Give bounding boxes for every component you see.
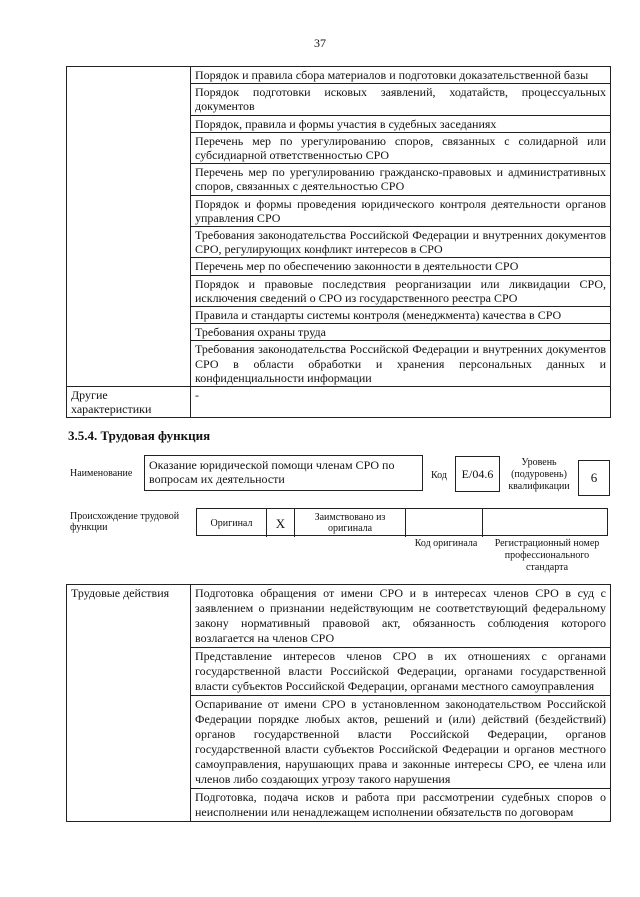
table-row — [67, 387, 611, 418]
labor-actions-label: Трудовые действия — [67, 585, 191, 822]
table-cell: Порядок и правовые последствия реорганизации или ликвидации СРО, исключения сведений о СРО из государственного реестра СРО — [191, 275, 611, 306]
table-cell: Порядок и правила сбора материалов и подготовки доказательственной базы — [191, 67, 611, 84]
table-cell: Требования законодательства Российской Федерации и внутренних документов СРО в области обработки и хранения персональных данных и конфиденциальности информации — [191, 341, 611, 387]
table-cell: Перечень мер по урегулированию гражданско-правовых и административных споров, связанных с деятельностью СРО — [191, 164, 611, 195]
origin-box — [196, 508, 608, 536]
table-cell: Представление интересов членов СРО в их отношениях с органами государственной власти Российской Федерации, органами государственной власти субъектов Российской Федерации, органами местного самоуправления — [191, 648, 611, 696]
table-cell: Оспаривание от имени СРО в установленном законодательством Российской Федерации порядке любых актов, решений и (или) действий (бездействий) органов государственной власти Российской Федерации, органов государственной власти субъектов Российской Федерации и органов местного самоуправления, нарушающих права и законные интересы СРО, ее члена или членов либо создающих угрозу такого нарушения — [191, 696, 611, 789]
table-cell: Перечень мер по обеспечению законности в деятельности СРО — [191, 258, 611, 275]
name-label: Наименование — [70, 468, 133, 479]
table-row — [67, 585, 611, 648]
other-characteristics-label: Другие характеристики — [67, 387, 191, 418]
labor-actions-table — [66, 584, 611, 822]
reg-number-label: Регистрационный номер профессионального стандарта — [494, 538, 600, 573]
borrowed-label: Заимствовано из оригинала — [295, 509, 406, 537]
table-cell: Требования охраны труда — [191, 324, 611, 341]
original-mark: X — [267, 509, 295, 537]
code-label: Код — [431, 470, 447, 481]
page-number: 37 — [314, 36, 326, 50]
code-value-box: E/04.6 — [455, 456, 500, 492]
table-row — [67, 67, 611, 84]
original-label: Оригинал — [197, 509, 267, 537]
table-cell: Порядок подготовки исковых заявлений, ходатайств, процессуальных документов — [191, 84, 611, 115]
section-title: 3.5.4. Трудовая функция — [68, 428, 211, 443]
table-cell: Перечень мер по урегулированию споров, связанных с солидарной или субсидиарной ответственностью СРО — [191, 132, 611, 163]
table-cell: Порядок, правила и формы участия в судебных заседаниях — [191, 115, 611, 132]
origin-label: Происхождение трудовой функции — [70, 511, 180, 533]
table-cell: Порядок и формы проведения юридического контроля деятельности органов управления СРО — [191, 195, 611, 226]
orig-code-cell — [406, 509, 483, 537]
level-value-box: 6 — [578, 460, 610, 496]
table-cell: Подготовка обращения от имени СРО и в интересах членов СРО в суд с заявлением о признании недействующим не соответствующий федеральному закону нормативный правовой акт, обязанность соблюдения которого возлагается на членов СРО — [191, 585, 611, 648]
table-cell: Требования законодательства Российской Федерации и внутренних документов СРО, регулирующих конфликт интересов в СРО — [191, 227, 611, 258]
orig-code-label: Код оригинала — [414, 538, 478, 549]
function-name-box: Оказание юридической помощи членам СРО по вопросам их деятельности — [144, 455, 423, 491]
level-label: Уровень (подуровень) квалификации — [508, 457, 570, 492]
table-cell: Подготовка, подача исков и работа при рассмотрении судебных споров о неисполнении или ненадлежащем исполнении обязательств по договорам — [191, 789, 611, 822]
knowledge-table — [66, 66, 611, 418]
other-characteristics-value: - — [191, 387, 611, 418]
table-cell: Правила и стандарты системы контроля (менеджмента) качества в СРО — [191, 307, 611, 324]
empty-label-cell — [67, 67, 191, 387]
reg-number-cell — [483, 509, 609, 537]
